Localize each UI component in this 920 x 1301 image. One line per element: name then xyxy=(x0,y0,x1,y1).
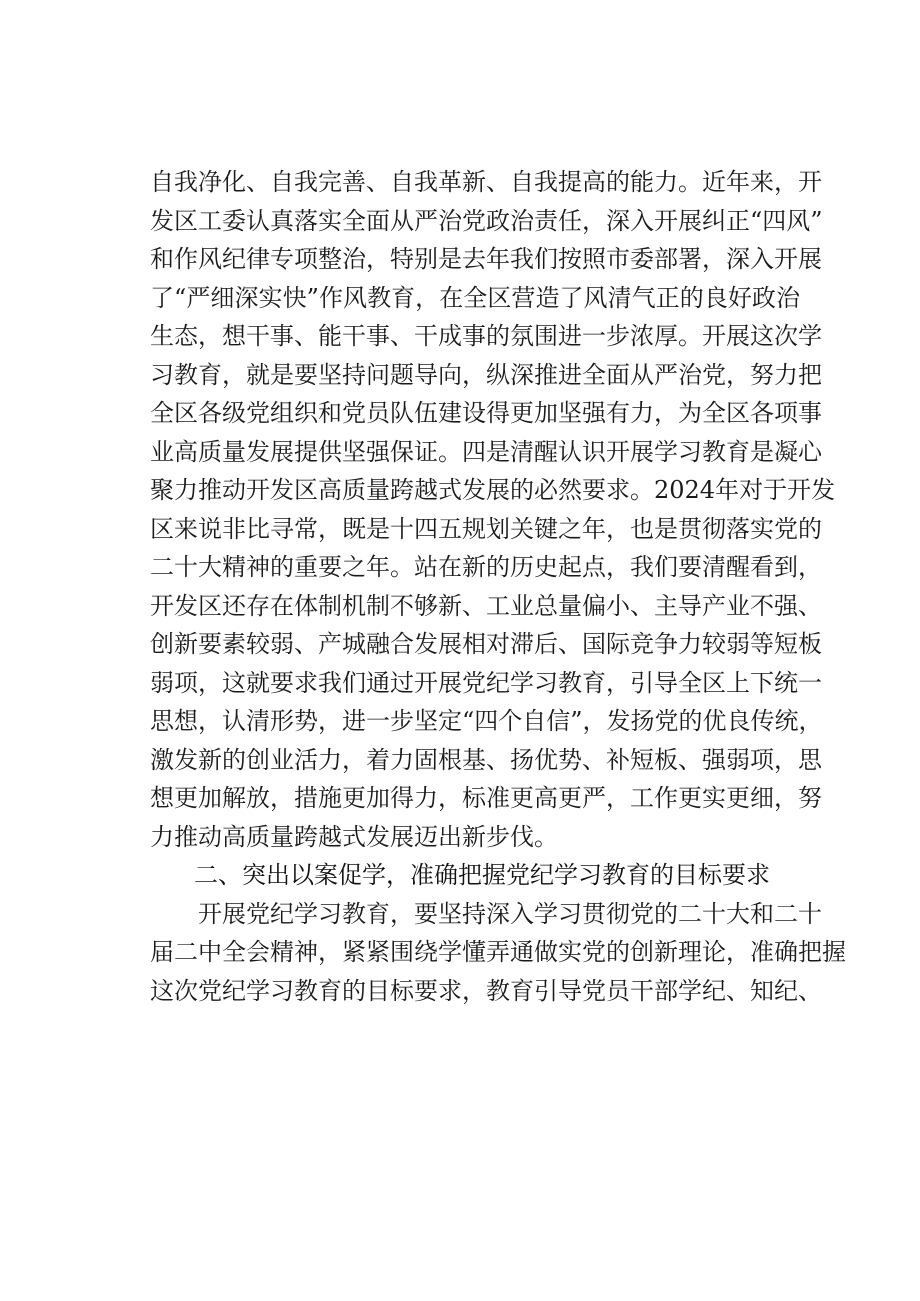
text-line: 届二中全会精神，紧紧围绕学懂弄通做实党的创新理论，准确把握 xyxy=(150,938,846,966)
document-body xyxy=(150,163,846,1010)
text-line: 创新要素较弱、产城融合发展相对滞后、国际竞争力较弱等短板 xyxy=(150,630,822,658)
text-line: 弱项，这就要求我们通过开展党纪学习教育，引导全区上下统一 xyxy=(150,668,822,697)
text-line: 思想，认清形势，进一步坚定“四个自信”，发扬党的优良传统， xyxy=(150,707,823,735)
paragraph-2 xyxy=(150,895,846,1011)
text-line: 二十大精神的重要之年。站在新的历史起点，我们要清醒看到， xyxy=(150,553,822,581)
text-line: 区来说非比寻常，既是十四五规划关键之年，也是贯彻落实党的 xyxy=(150,514,822,543)
text-line: 想更加解放，措施更加得力，标准更高更严，工作更实更细，努 xyxy=(150,784,822,812)
text-line: 习教育，就是要坚持问题导向，纵深推进全面从严治党，努力把 xyxy=(150,360,822,389)
text-line: 聚力推动开发区高质量跨越式发展的必然要求。2024年对于开发 xyxy=(150,476,836,504)
text-line: 了“严细深实快”作风教育，在全区营造了风清气正的良好政治 xyxy=(150,283,800,312)
text-line: 自我净化、自我完善、自我革新、自我提高的能力。近年来，开 xyxy=(150,168,822,196)
text-line: 发区工委认真落实全面从严治党政治责任，深入开展纠正“四风” xyxy=(150,206,823,235)
text-line: 全区各级党组织和党员队伍建设得更加坚强有力，为全区各项事 xyxy=(150,399,822,427)
text-line: 力推动高质量跨越式发展迈出新步伐。 xyxy=(150,822,558,851)
paragraph-1 xyxy=(150,163,836,856)
section-heading: 二、突出以案促学，准确把握党纪学习教育的目标要求 xyxy=(194,861,770,889)
text-line: 业高质量发展提供坚强保证。四是清醒认识开展学习教育是凝心 xyxy=(150,437,822,466)
text-line: 这次党纪学习教育的目标要求，教育引导党员干部学纪、知纪、 xyxy=(150,976,822,1005)
text-line: 开发区还存在体制机制不够新、工业总量偏小、主导产业不强、 xyxy=(150,591,822,620)
text-line: 激发新的创业活力，着力固根基、扬优势、补短板、强弱项，思 xyxy=(150,745,822,774)
text-line: 开展党纪学习教育，要坚持深入学习贯彻党的二十大和二十 xyxy=(198,899,822,928)
text-line: 生态，想干事、能干事、干成事的氛围进一步浓厚。开展这次学 xyxy=(150,322,822,350)
text-line: 和作风纪律专项整治，特别是去年我们按照市委部署，深入开展 xyxy=(150,245,822,273)
